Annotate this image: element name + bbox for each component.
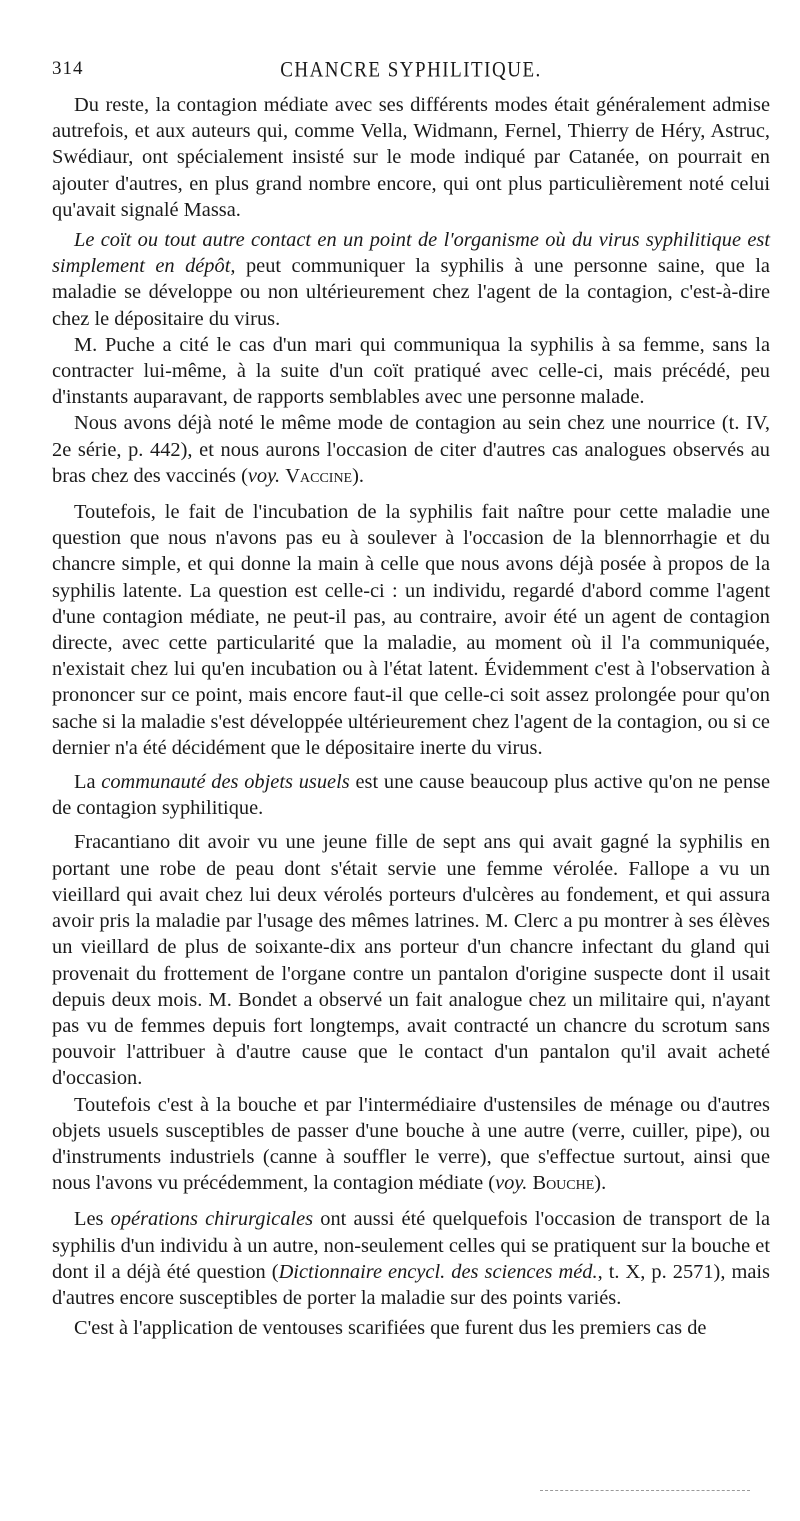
paragraph-2: Le coït ou tout autre contact en un point de l'organisme où du virus syphilitique est simplement en dépôt, peut communiquer la syphilis à une personne saine, que la maladie se développe ou non ultérieurement chez l'agent de la contagion, c'est-à-dire chez le dépositaire du virus. bbox=[52, 229, 770, 330]
emphasis: communauté des objets usuels bbox=[101, 771, 350, 794]
emphasis: voy. bbox=[495, 1172, 528, 1195]
body-text bbox=[52, 92, 770, 1341]
paragraph-8: Toutefois c'est à la bouche et par l'intermédiaire d'ustensiles de ménage ou d'autres objets usuels susceptibles de passer d'une bouche à une autre (verre, cuiller, pipe), ou d'instruments industriels (canne à souffler le verre), que s'effectue surtout, ainsi que nous l'avons vu précédemment, la contagion médiate (voy. Bouche). bbox=[52, 1093, 770, 1195]
paragraph-9: Les opérations chirurgicales ont aussi été quelquefois l'occasion de transport de la syphilis d'un individu à un autre, non-seulement celles qui se pratiquent sur la bouche et dont il a déjà été question (Dictionnaire encycl. des sciences méd., t. X, p. 2571), mais d'autres encore susceptibles de porter la maladie sur des points variés. bbox=[52, 1208, 771, 1309]
cross-reference: Vaccine bbox=[285, 464, 353, 487]
paragraph-4: Nous avons déjà noté le même mode de contagion au sein chez une nourrice (t. IV, 2e série, p. 442), et nous aurons l'occasion de citer d'autres cas analogues observés au bras chez des vaccinés (voy. Vaccine). bbox=[52, 412, 770, 487]
paragraph-7: Fracantiano dit avoir vu une jeune fille de sept ans qui avait gagné la syphilis en portant une robe de peau dont s'était servie une femme vérolée. Fallope a vu un vieillard qui avait chez lui deux vérolés porteurs d'ulcères au fondement, et qui assura avoir pris la maladie par l'usage des mêmes latrines. M. Clerc a pu montrer à ses élèves un vieillard de plus de soixante-dix ans porteur d'un chancre infectant du gland qui provenait du frottement de l'organe contre un pantalon d'origine suspecte dont il usait depuis deux mois. M. Bondet a observé un fait analogue chez un militaire qui, n'ayant pas vu de femmes depuis fort longtemps, avait contracté un chancre du scrotum sans pouvoir l'attribuer à d'autre cause que le contact d'un pantalon qu'il avait acheté d'occasion. bbox=[52, 831, 770, 1090]
emphasis: voy. bbox=[247, 464, 281, 487]
citation: Dictionnaire encycl. des sciences méd. bbox=[278, 1260, 598, 1283]
cross-reference: Bouche bbox=[532, 1172, 595, 1195]
paragraph-10: C'est à l'application de ventouses scarifiées que furent dus les premiers cas de bbox=[74, 1317, 707, 1340]
paragraph-5: Toutefois, le fait de l'incubation de la syphilis fait naître pour cette maladie une question que nous n'avons pas eu à soulever à l'occasion de la blennorrhagie et du chancre simple, et qui donne la main à celle que nous avons déjà posée à propos de la syphilis latente. La question est celle-ci : un individu, regardé d'abord comme l'agent d'une contagion médiate, ne peut-il pas, au contraire, avoir été un agent de contagion directe, avec cette particularité que la maladie, au moment où il l'a communiquée, n'existait chez lui qu'en incubation ou à l'état latent. Évidemment c'est à l'observation à prononcer sur ce point, mais encore faut-il que celle-ci soit assez prolongée pour qu'on sache si la maladie s'est développée ultérieurement chez l'agent de la contagion, ou si ce dernier n'a été décidément que le dépositaire inerte du virus. bbox=[52, 501, 770, 759]
footer-rule bbox=[540, 1490, 750, 1491]
emphasis: Le coït ou tout autre contact en un point de l'organisme où du virus syphilitique est simplement en dépôt, bbox=[52, 229, 770, 278]
page-number: 314 bbox=[52, 58, 84, 79]
page-header bbox=[52, 58, 770, 88]
paragraph-3: M. Puche a cité le cas d'un mari qui communiqua la syphilis à sa femme, sans la contracter lui-même, à la suite d'un coït pratiqué avec celle-ci, mais précédé, peu d'instants auparavant, de rapports semblables avec une personne malade. bbox=[52, 333, 770, 409]
paragraph-1: Du reste, la contagion médiate avec ses différents modes était généralement admise autrefois, et aux auteurs qui, comme Vella, Widmann, Fernel, Thierry de Héry, Astruc, Swédiaur, ont spécialement insisté sur le mode indiqué par Catanée, on pourrait en ajouter d'autres, en plus grand nombre encore, qui ont plus particulièrement noté celui qu'avait signalé Massa. bbox=[52, 94, 770, 221]
paragraph-6: La communauté des objets usuels est une cause beaucoup plus active qu'on ne pense de contagion syphilitique. bbox=[52, 771, 771, 820]
running-title: CHANCRE SYPHILITIQUE. bbox=[280, 58, 542, 83]
emphasis: opérations chirurgicales bbox=[110, 1208, 314, 1231]
